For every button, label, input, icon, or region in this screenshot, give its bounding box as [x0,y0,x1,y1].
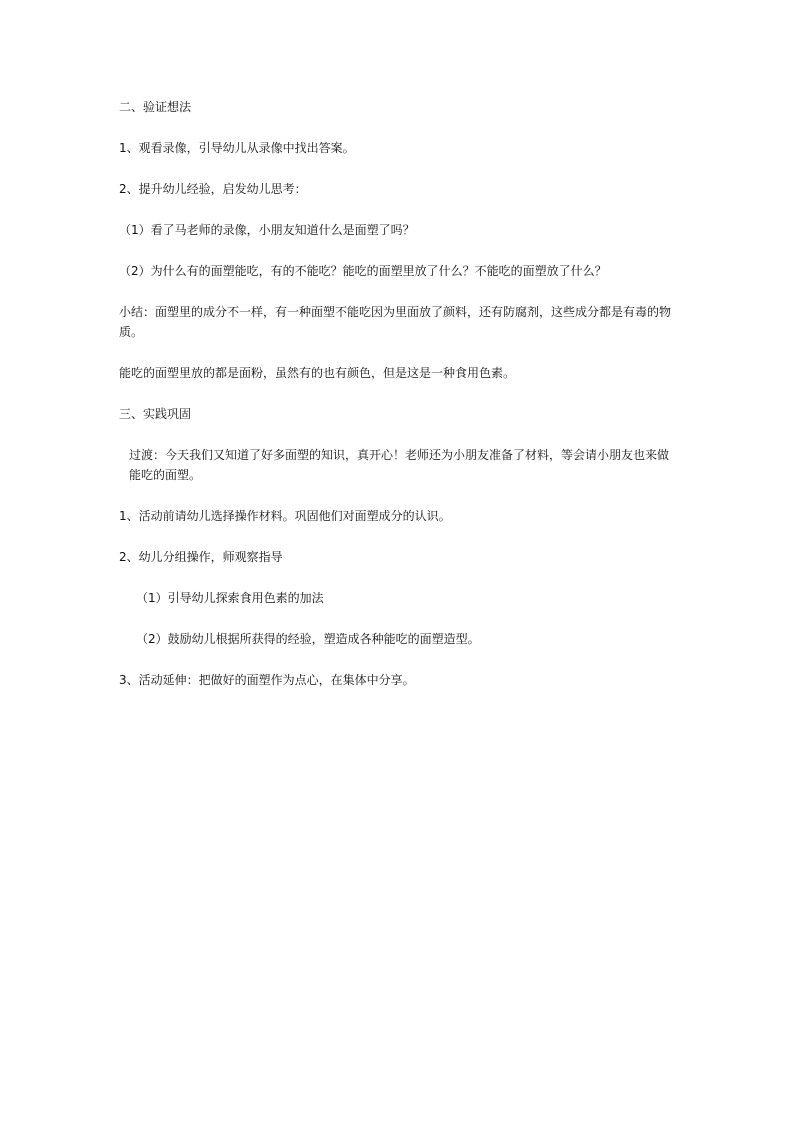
section-heading-practice: 三、实践巩固 [119,407,192,421]
edible-paragraph: 能吃的面塑里放的都是面粉，虽然有的也有颜色，但是这是一种食用色素。 [119,366,516,380]
step-1-watch-video: 1、观看录像，引导幼儿从录像中找出答案。 [119,141,355,155]
section-heading-verify: 二、验证想法 [119,100,192,114]
document-body [119,97,679,711]
practice-step-1: 1、活动前请幼儿选择操作材料。巩固他们对面塑成分的认识。 [119,509,451,523]
step-2-experience: 2、提升幼儿经验，启发幼儿思考： [119,182,307,196]
practice-step-3: 3、活动延伸：把做好的面塑作为点心，在集体中分享。 [119,673,415,687]
practice-substep-2: （2）鼓励幼儿根据所获得的经验，塑造成各种能吃的面塑造型。 [136,632,480,646]
transition-paragraph: 过渡：今天我们又知道了好多面塑的知识，真开心！老师还为小朋友准备了材料，等会请小朋友也来做能吃的面塑。 [129,448,670,482]
practice-substep-1: （1）引导幼儿探索食用色素的加法 [136,591,324,605]
question-1: （1）看了马老师的录像，小朋友知道什么是面塑了吗？ [119,223,415,237]
practice-step-2: 2、幼儿分组操作，师观察指导 [119,550,283,564]
summary-paragraph: 小结：面塑里的成分不一样，有一种面塑不能吃因为里面放了颜料，还有防腐剂，这些成分都是有毒的物质。 [119,305,672,339]
question-2: （2）为什么有的面塑能吃，有的不能吃？能吃的面塑里放了什么？不能吃的面塑放了什么？ [119,264,607,278]
